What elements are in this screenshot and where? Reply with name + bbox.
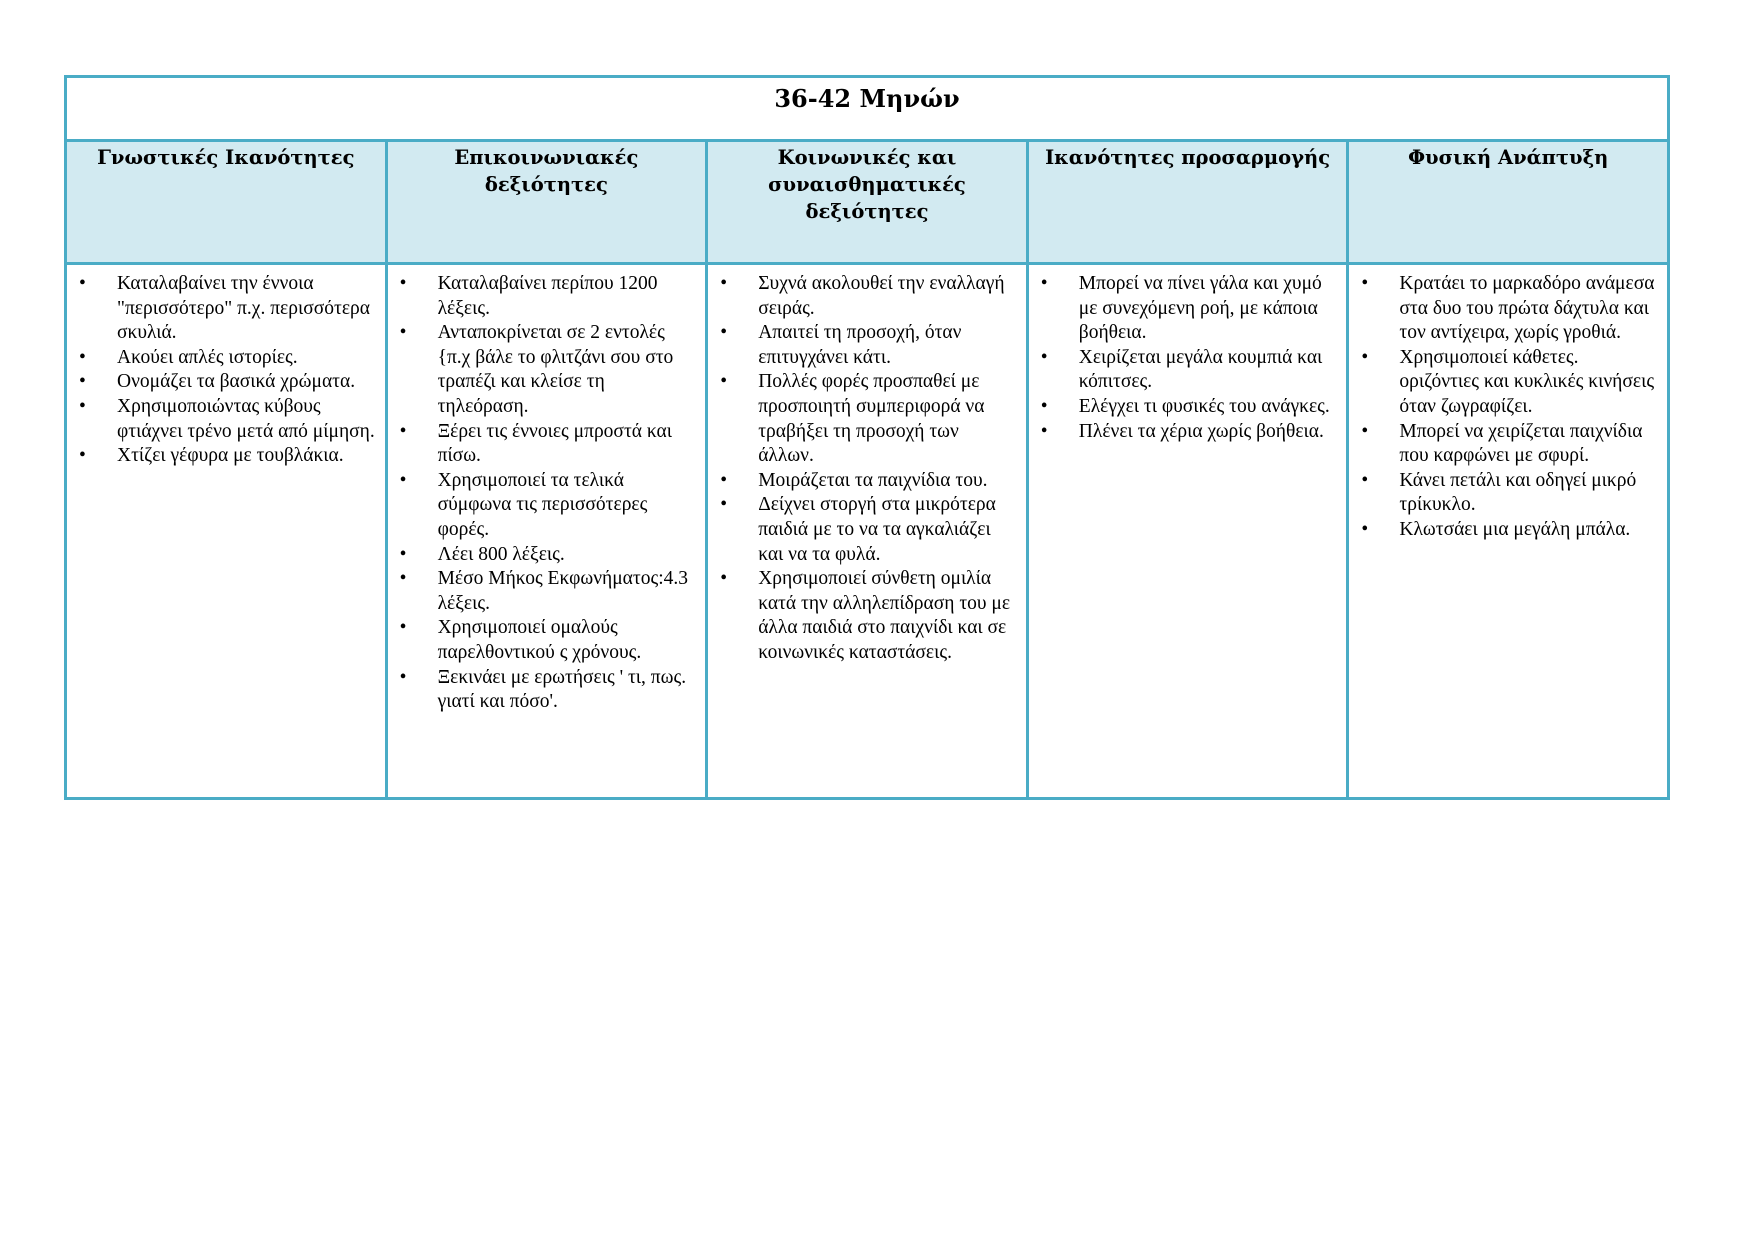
bullet-icon: • <box>399 420 407 442</box>
list-item-text: Χρησιμοποιώντας κύβους φτιάχνει τρένο μετά από μίμηση. <box>117 395 375 442</box>
list-item-text: Κλωτσάει μια μεγάλη μπάλα. <box>1399 518 1631 540</box>
list-item <box>1361 272 1659 346</box>
list-item <box>400 321 698 419</box>
list-item-text: Καταλαβαίνει περίπου 1200 λέξεις. <box>437 273 658 319</box>
list-item-text: Πολλές φορές προσπαθεί με προσποιητή συμπεριφορά να τραβήξει τη προσοχή των άλλων. <box>758 371 985 467</box>
list-item-text: Χρησιμοποιεί ομαλούς παρελθοντικού ς χρόνους. <box>437 617 642 663</box>
list-item-text: Μέσο Μήκος Εκφωνήματος:4.3 λέξεις. <box>437 568 688 614</box>
bullet-icon: • <box>79 445 86 467</box>
column-cell-adaptive <box>1027 264 1348 799</box>
list-item <box>79 370 377 395</box>
bullet-icon: • <box>79 395 86 417</box>
bullet-icon: • <box>399 617 407 639</box>
bullet-icon: • <box>1361 518 1369 540</box>
bullet-icon: • <box>79 371 86 393</box>
list-item <box>400 469 698 543</box>
list-item <box>400 543 698 568</box>
list-item <box>1361 469 1659 518</box>
list-item <box>400 272 698 321</box>
column-heading-text: Κοινωνικές και συναισθηματικές δεξιότητες <box>768 146 966 223</box>
list-item <box>720 493 1018 567</box>
list-item-text: Ανταποκρίνεται σε 2 εντολές {π.χ βάλε το φλιτζάνι σου στο τραπέζι και κλείσε τη τηλεόραση. <box>437 322 674 417</box>
list-item-text: Χρησιμοποιεί τα τελικά σύμφωνα τις περισσότερες φορές. <box>437 469 648 540</box>
list-item-text: Λέει 800 λέξεις. <box>437 543 565 565</box>
bullet-icon: • <box>1361 469 1369 491</box>
list-item-text: Χρησιμοποιεί κάθετες. οριζόντιες και κυκλικές κινήσεις όταν ζωγραφίζει. <box>1399 346 1655 417</box>
list-item-text: Συχνά ακολουθεί την εναλλαγή σειράς. <box>758 273 1005 319</box>
list-item <box>400 567 698 616</box>
bullet-icon: • <box>399 469 407 491</box>
bullet-list <box>67 265 385 469</box>
list-item-text: Μοιράζεται τα παιχνίδια του. <box>758 469 988 491</box>
list-item-text: Κρατάει το μαρκαδόρο ανάμεσα στα δυο του πρώτα δάχτυλα και τον αντίχειρα, χωρίς γροθιά. <box>1399 273 1655 344</box>
list-item <box>1041 346 1339 395</box>
content-row <box>66 264 1669 799</box>
bullet-icon: • <box>720 273 728 294</box>
list-item <box>79 395 377 444</box>
list-item-text: Χρησιμοποιεί σύνθετη ομιλία κατά την αλληλεπίδραση του με άλλα παιδιά στο παιχνίδι και σε κοινωνικές καταστάσεις. <box>758 568 1011 663</box>
column-heading-text: Επικοινωνιακές δεξιότητες <box>454 146 639 196</box>
bullet-icon: • <box>399 273 407 294</box>
bullet-icon: • <box>1040 346 1048 368</box>
column-cell-physical <box>1348 264 1669 799</box>
list-item <box>720 469 1018 494</box>
list-item <box>79 346 377 371</box>
list-item <box>720 567 1018 665</box>
header-row <box>66 141 1669 264</box>
list-item <box>79 272 377 346</box>
bullet-list <box>1029 265 1347 444</box>
column-heading-cognitive <box>66 141 387 264</box>
list-item <box>1361 518 1659 543</box>
column-heading-text: Ικανότητες προσαρμογής <box>1045 146 1331 169</box>
column-heading-adaptive <box>1027 141 1348 264</box>
bullet-icon: • <box>399 666 407 688</box>
bullet-icon: • <box>720 568 728 590</box>
list-item-text: Χτίζει γέφυρα με τουβλάκια. <box>117 445 344 467</box>
column-heading-text: Φυσική Ανάπτυξη <box>1408 146 1609 169</box>
bullet-icon: • <box>720 494 728 516</box>
column-heading-text: Γνωστικές Ικανότητες <box>97 146 355 169</box>
column-heading-communication <box>386 141 707 264</box>
list-item <box>79 444 377 469</box>
list-item-text: Ξεκινάει με ερωτήσεις ' τι, πως. γιατί και πόσο'. <box>437 666 687 713</box>
list-item <box>400 666 698 715</box>
list-item <box>400 420 698 469</box>
list-item <box>1041 420 1339 445</box>
column-heading-physical <box>1348 141 1669 264</box>
bullet-icon: • <box>1040 420 1048 442</box>
list-item <box>1361 420 1659 469</box>
column-heading-social-emotional <box>707 141 1028 264</box>
bullet-icon: • <box>1040 273 1048 294</box>
list-item <box>720 321 1018 370</box>
table-title: 36-42 Μηνών <box>66 77 1669 141</box>
list-item-text: Απαιτεί τη προσοχή, όταν επιτυγχάνει κάτι. <box>758 322 962 368</box>
list-item-text: Δείχνει στοργή στα μικρότερα παιδιά με το να τα αγκαλιάζει και να τα φυλά. <box>758 494 996 565</box>
bullet-icon: • <box>1361 346 1369 368</box>
development-table <box>64 75 1670 800</box>
list-item-text: Ελέγχει τι φυσικές του ανάγκες. <box>1078 395 1330 417</box>
list-item <box>720 370 1018 468</box>
list-item <box>1041 395 1339 420</box>
list-item-text: Χειρίζεται μεγάλα κουμπιά και κόπιτσες. <box>1078 346 1323 393</box>
bullet-icon: • <box>399 322 407 344</box>
bullet-list <box>708 265 1026 666</box>
column-cell-communication <box>386 264 707 799</box>
bullet-icon: • <box>1361 273 1369 294</box>
list-item-text: Ακούει απλές ιστορίες. <box>117 346 298 368</box>
bullet-icon: • <box>720 469 728 491</box>
bullet-icon: • <box>79 346 86 368</box>
bullet-list <box>1349 265 1667 543</box>
bullet-icon: • <box>720 371 728 393</box>
list-item-text: Καταλαβαίνει την έννοια "περισσότερο" π.χ. περισσότερα σκυλιά. <box>117 273 370 344</box>
list-item <box>1041 272 1339 346</box>
list-item <box>720 272 1018 321</box>
column-cell-cognitive <box>66 264 387 799</box>
column-cell-social-emotional <box>707 264 1028 799</box>
bullet-icon: • <box>1040 395 1048 417</box>
list-item-text: Μπορεί να πίνει γάλα και χυμό με συνεχόμενη ροή, με κάποια βοήθεια. <box>1078 273 1322 344</box>
list-item <box>1361 346 1659 420</box>
list-item-text: Πλένει τα χέρια χωρίς βοήθεια. <box>1078 420 1324 442</box>
bullet-icon: • <box>1361 420 1369 442</box>
list-item <box>400 616 698 665</box>
bullet-list <box>388 265 706 715</box>
bullet-icon: • <box>399 543 407 565</box>
list-item-text: Ξέρει τις έννοιες μπροστά και πίσω. <box>437 420 672 467</box>
list-item-text: Κάνει πετάλι και οδηγεί μικρό τρίκυκλο. <box>1399 469 1637 516</box>
bullet-icon: • <box>720 322 728 344</box>
bullet-icon: • <box>399 568 407 590</box>
list-item-text: Ονομάζει τα βασικά χρώματα. <box>117 371 356 393</box>
list-item-text: Μπορεί να χειρίζεται παιχνίδια που καρφώνει με σφυρί. <box>1399 420 1643 467</box>
title-row <box>66 77 1669 141</box>
bullet-icon: • <box>79 273 86 294</box>
